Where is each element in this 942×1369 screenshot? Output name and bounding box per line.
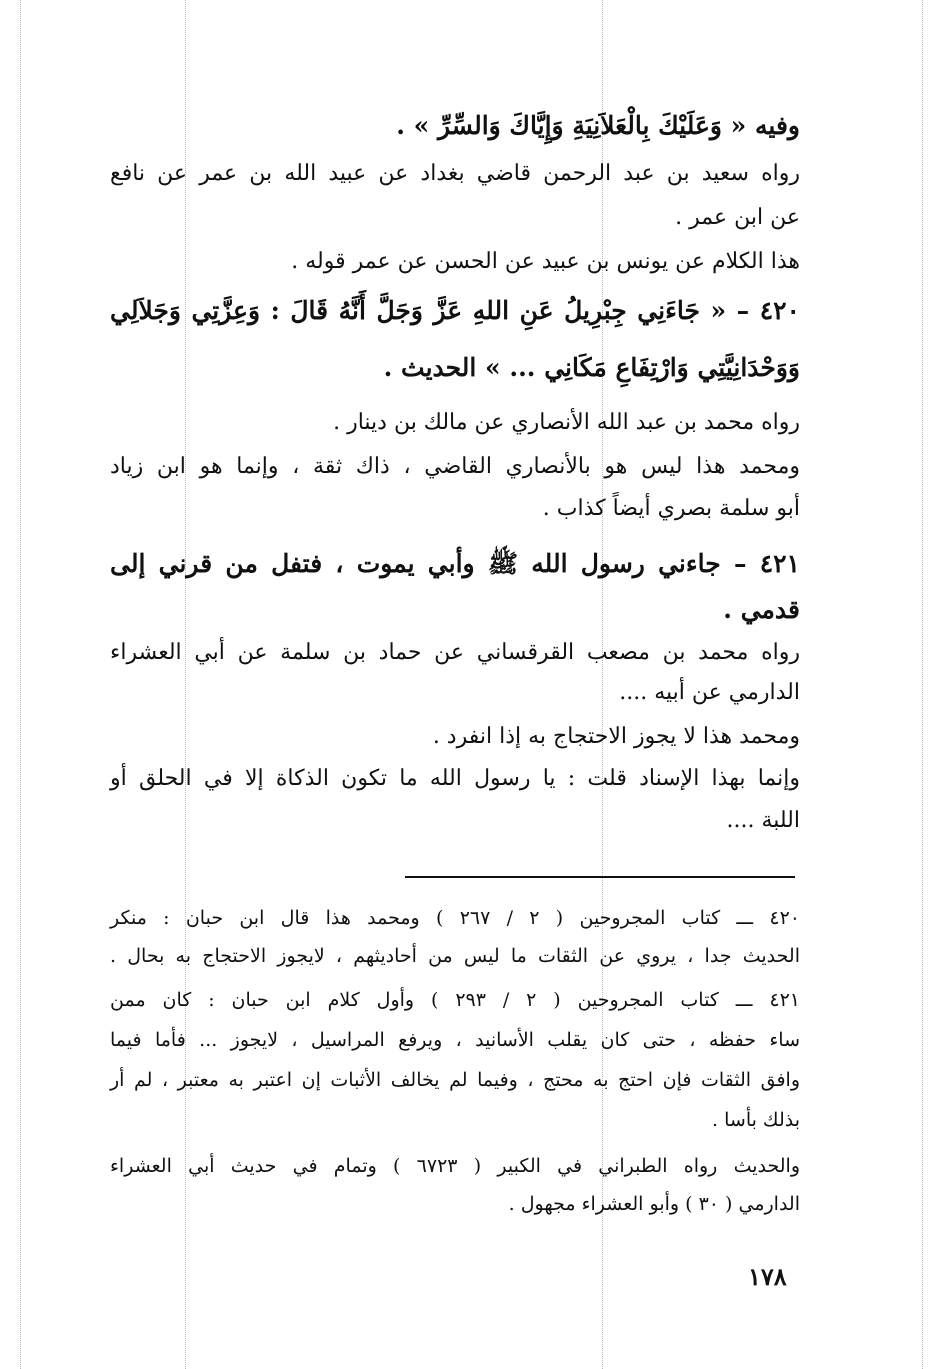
text-line: وإنما بهذا الإسناد قلت : يا رسول الله ما تكون الذكاة إلا في الحلق أو <box>110 766 800 791</box>
margin-guide-left <box>20 0 21 1369</box>
footnote-line: وافق الثقات فإن احتج به محتج ، وفيما لم يخالف الأثبات إن اعتبر به معتبر ، لم أر <box>110 1069 800 1091</box>
text-line: ومحمد هذا لا يجوز الاحتجاج به إذا انفرد . <box>432 724 800 749</box>
footnote-421: ٤٢١ ـــ كتاب المجروحين ( ٢ / ٢٩٣ ) وأول كلام ابن حبان : كان ممن <box>110 989 801 1011</box>
footnote-line: الحديث جدا ، يروي عن الثقات ما ليس من أحاديثهم ، لايجوز الاحتجاج به بحال . <box>110 945 800 967</box>
text-line: اللبة .... <box>726 808 800 833</box>
text-line: رواه محمد بن مصعب القرقساني عن حماد بن سلمة عن أبي العشراء <box>110 640 800 665</box>
text-line: الدارمي عن أبيه .... <box>619 680 800 705</box>
hadith-420-heading-cont: وَوَحْدَانِيَّتِي وَارْتِفَاعِ مَكَانِي ... » الحديث . <box>383 353 800 382</box>
text-line: هذا الكلام عن يونس بن عبيد عن الحسن عن عمر قوله . <box>291 249 800 274</box>
quote-line: وفيه « وَعَلَيْكَ بِالْعَلاَنِيَةِ وَإِيَّاكَ وَالسِّرِّ » . <box>396 111 800 140</box>
hadith-421-heading: ٤٢١ – جاءني رسول الله ﷺ وأبي يموت ، فتفل من قرني إلى <box>110 549 800 578</box>
text-line: أبو سلمة بصري أيضاً كذاب . <box>542 496 800 521</box>
margin-guide-right <box>922 0 923 1369</box>
book-page <box>110 0 800 1369</box>
text-line: ومحمد هذا ليس هو بالأنصاري القاضي ، ذاك ثقة ، وإنما هو ابن زياد <box>110 454 800 479</box>
page-number: ١٧٨ <box>748 1262 787 1291</box>
text-line: رواه سعيد بن عبد الرحمن قاضي بغداد عن عبيد الله بن عمر عن نافع <box>110 161 800 186</box>
hadith-421-heading-cont: قدمي . <box>723 595 800 624</box>
hadith-420-heading: ٤٢٠ – « جَاءَنِي جِبْرِيلُ عَنِ اللهِ عَزَّ وَجَلَّ أَنَّهُ قَالَ : وَعِزَّتِي وَجَلاَلِي <box>110 296 800 325</box>
text-line: عن ابن عمر . <box>675 205 800 230</box>
footnote-line: والحديث رواه الطبراني في الكبير ( ٦٧٢٣ ) وتمام في حديث أبي العشراء <box>110 1155 801 1177</box>
footnote-line: ساء حفظه ، حتى كان يقلب الأسانيد ، ويرفع المراسيل ، لايجوز ... فأما فيما <box>110 1029 800 1051</box>
footnote-separator <box>405 876 795 878</box>
footnote-line: الدارمي ( ٣٠ ) وأبو العشراء مجهول . <box>508 1193 800 1215</box>
footnote-line: بذلك بأسا . <box>712 1109 800 1131</box>
text-line: رواه محمد بن عبد الله الأنصاري عن مالك بن دينار . <box>333 410 800 435</box>
footnote-420: ٤٢٠ ـــ كتاب المجروحين ( ٢ / ٢٦٧ ) ومحمد هذا قال ابن حبان : منكر <box>110 907 801 929</box>
